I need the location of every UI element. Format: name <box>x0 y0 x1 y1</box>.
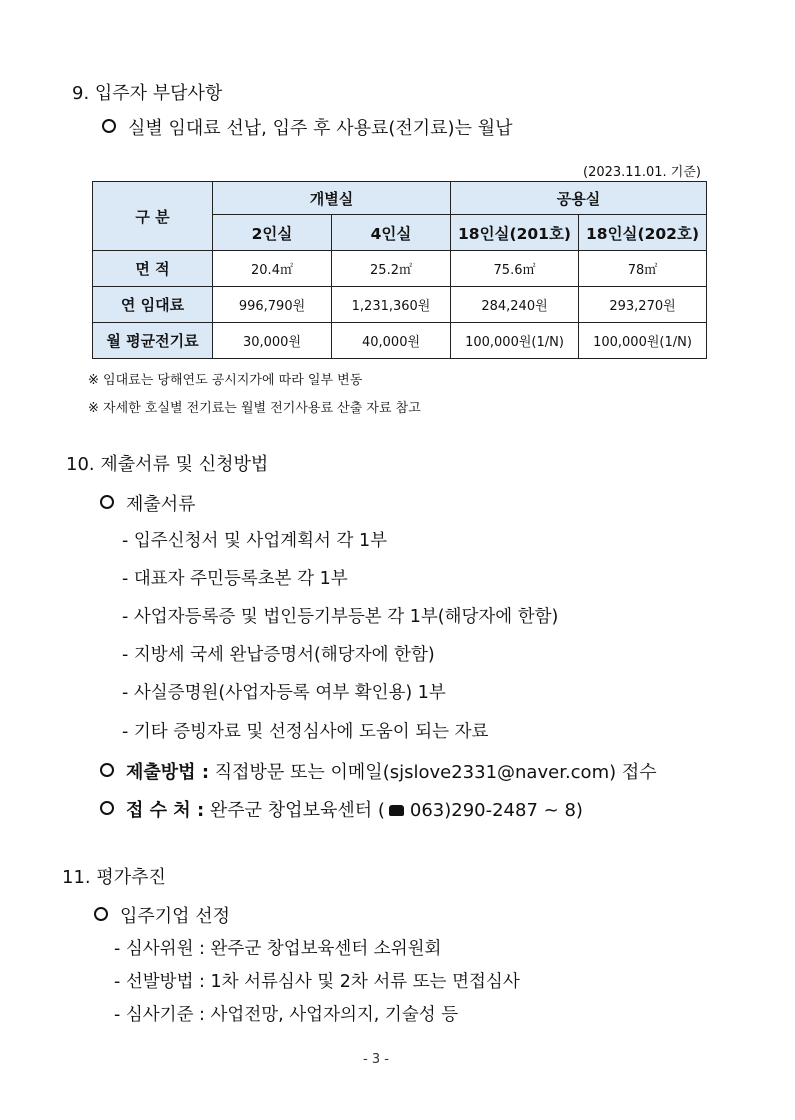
table-row <box>93 251 707 287</box>
selection-heading-text: 입주기업 선정 <box>120 906 231 927</box>
list-item: - 사실증명원(사업자등록 여부 확인용) 1부 <box>122 683 446 703</box>
column-header: 2인실 <box>213 215 332 251</box>
reception-office <box>100 796 583 822</box>
section-10-title: 10. 제출서류 및 신청방법 <box>66 454 269 475</box>
list-item: - 입주신청서 및 사업계획서 각 1부 <box>122 531 388 551</box>
list-item: - 심사위원 : 완주군 창업보육센터 소위원회 <box>114 939 442 959</box>
telephone-icon <box>389 805 404 816</box>
note-line: ※ 임대료는 당해연도 공시지가에 따라 일부 변동 <box>88 373 363 388</box>
table-cell: 20.4㎡ <box>213 251 332 287</box>
table-cell: 40,000원 <box>332 323 451 359</box>
table-corner-header: 구 분 <box>93 182 213 251</box>
table-cell: 284,240원 <box>451 287 579 323</box>
page-number: - 3 - <box>363 1052 389 1067</box>
table-cell: 75.6㎡ <box>451 251 579 287</box>
section-9-bullet-text: 실별 임대료 선납, 입주 후 사용료(전기료)는 월납 <box>128 118 513 139</box>
submission-method-label: 제출방법 : <box>126 762 210 783</box>
reception-office-label: 접 수 처 : <box>126 800 205 821</box>
row-header: 월 평균전기료 <box>93 323 213 359</box>
group-header-private: 개별실 <box>213 182 451 215</box>
table-cell: 293,270원 <box>579 287 707 323</box>
note-line: ※ 자세한 호실별 전기료는 월별 전기사용료 산출 자료 참고 <box>88 401 421 416</box>
reception-phone: 063)290-2487 ~ 8) <box>409 800 583 821</box>
table-cell: 100,000원(1/N) <box>579 323 707 359</box>
circle-bullet-icon <box>94 907 108 921</box>
submission-method <box>100 758 657 784</box>
list-item: - 대표자 주민등록초본 각 1부 <box>122 569 348 589</box>
circle-bullet-icon <box>100 801 114 815</box>
circle-bullet-icon <box>102 119 116 133</box>
table-row <box>93 287 707 323</box>
table-cell: 1,231,360원 <box>332 287 451 323</box>
column-header: 18인실(201호) <box>451 215 579 251</box>
circle-bullet-icon <box>100 763 114 777</box>
column-header: 4인실 <box>332 215 451 251</box>
table-row <box>93 323 707 359</box>
selection-heading <box>94 902 230 928</box>
docs-heading <box>100 490 196 516</box>
table-cell: 100,000원(1/N) <box>451 323 579 359</box>
table-cell: 30,000원 <box>213 323 332 359</box>
docs-heading-text: 제출서류 <box>126 494 196 515</box>
list-item: - 선발방법 : 1차 서류심사 및 2차 서류 또는 면접심사 <box>114 972 520 992</box>
list-item: - 사업자등록증 및 법인등기부등본 각 1부(해당자에 한함) <box>122 607 559 627</box>
list-item: - 지방세 국세 완납증명서(해당자에 한함) <box>122 645 435 665</box>
rental-fee-table <box>92 181 707 359</box>
row-header: 면 적 <box>93 251 213 287</box>
section-11-title: 11. 평가추진 <box>62 867 166 888</box>
row-header: 연 임대료 <box>93 287 213 323</box>
section-9-bullet <box>102 114 512 140</box>
reception-office-value: 완주군 창업보육센터 ( <box>209 800 385 821</box>
column-header: 18인실(202호) <box>579 215 707 251</box>
group-header-shared: 공용실 <box>451 182 707 215</box>
table-cell: 25.2㎡ <box>332 251 451 287</box>
date-note: (2023.11.01. 기준) <box>583 165 701 180</box>
list-item: - 심사기준 : 사업전망, 사업자의지, 기술성 등 <box>114 1005 459 1025</box>
circle-bullet-icon <box>100 495 114 509</box>
submission-method-value: 직접방문 또는 이메일(sjslove2331@naver.com) 접수 <box>214 762 657 783</box>
section-9-title: 9. 입주자 부담사항 <box>72 83 223 104</box>
list-item: - 기타 증빙자료 및 선정심사에 도움이 되는 자료 <box>122 722 489 742</box>
table-cell: 996,790원 <box>213 287 332 323</box>
table-cell: 78㎡ <box>579 251 707 287</box>
